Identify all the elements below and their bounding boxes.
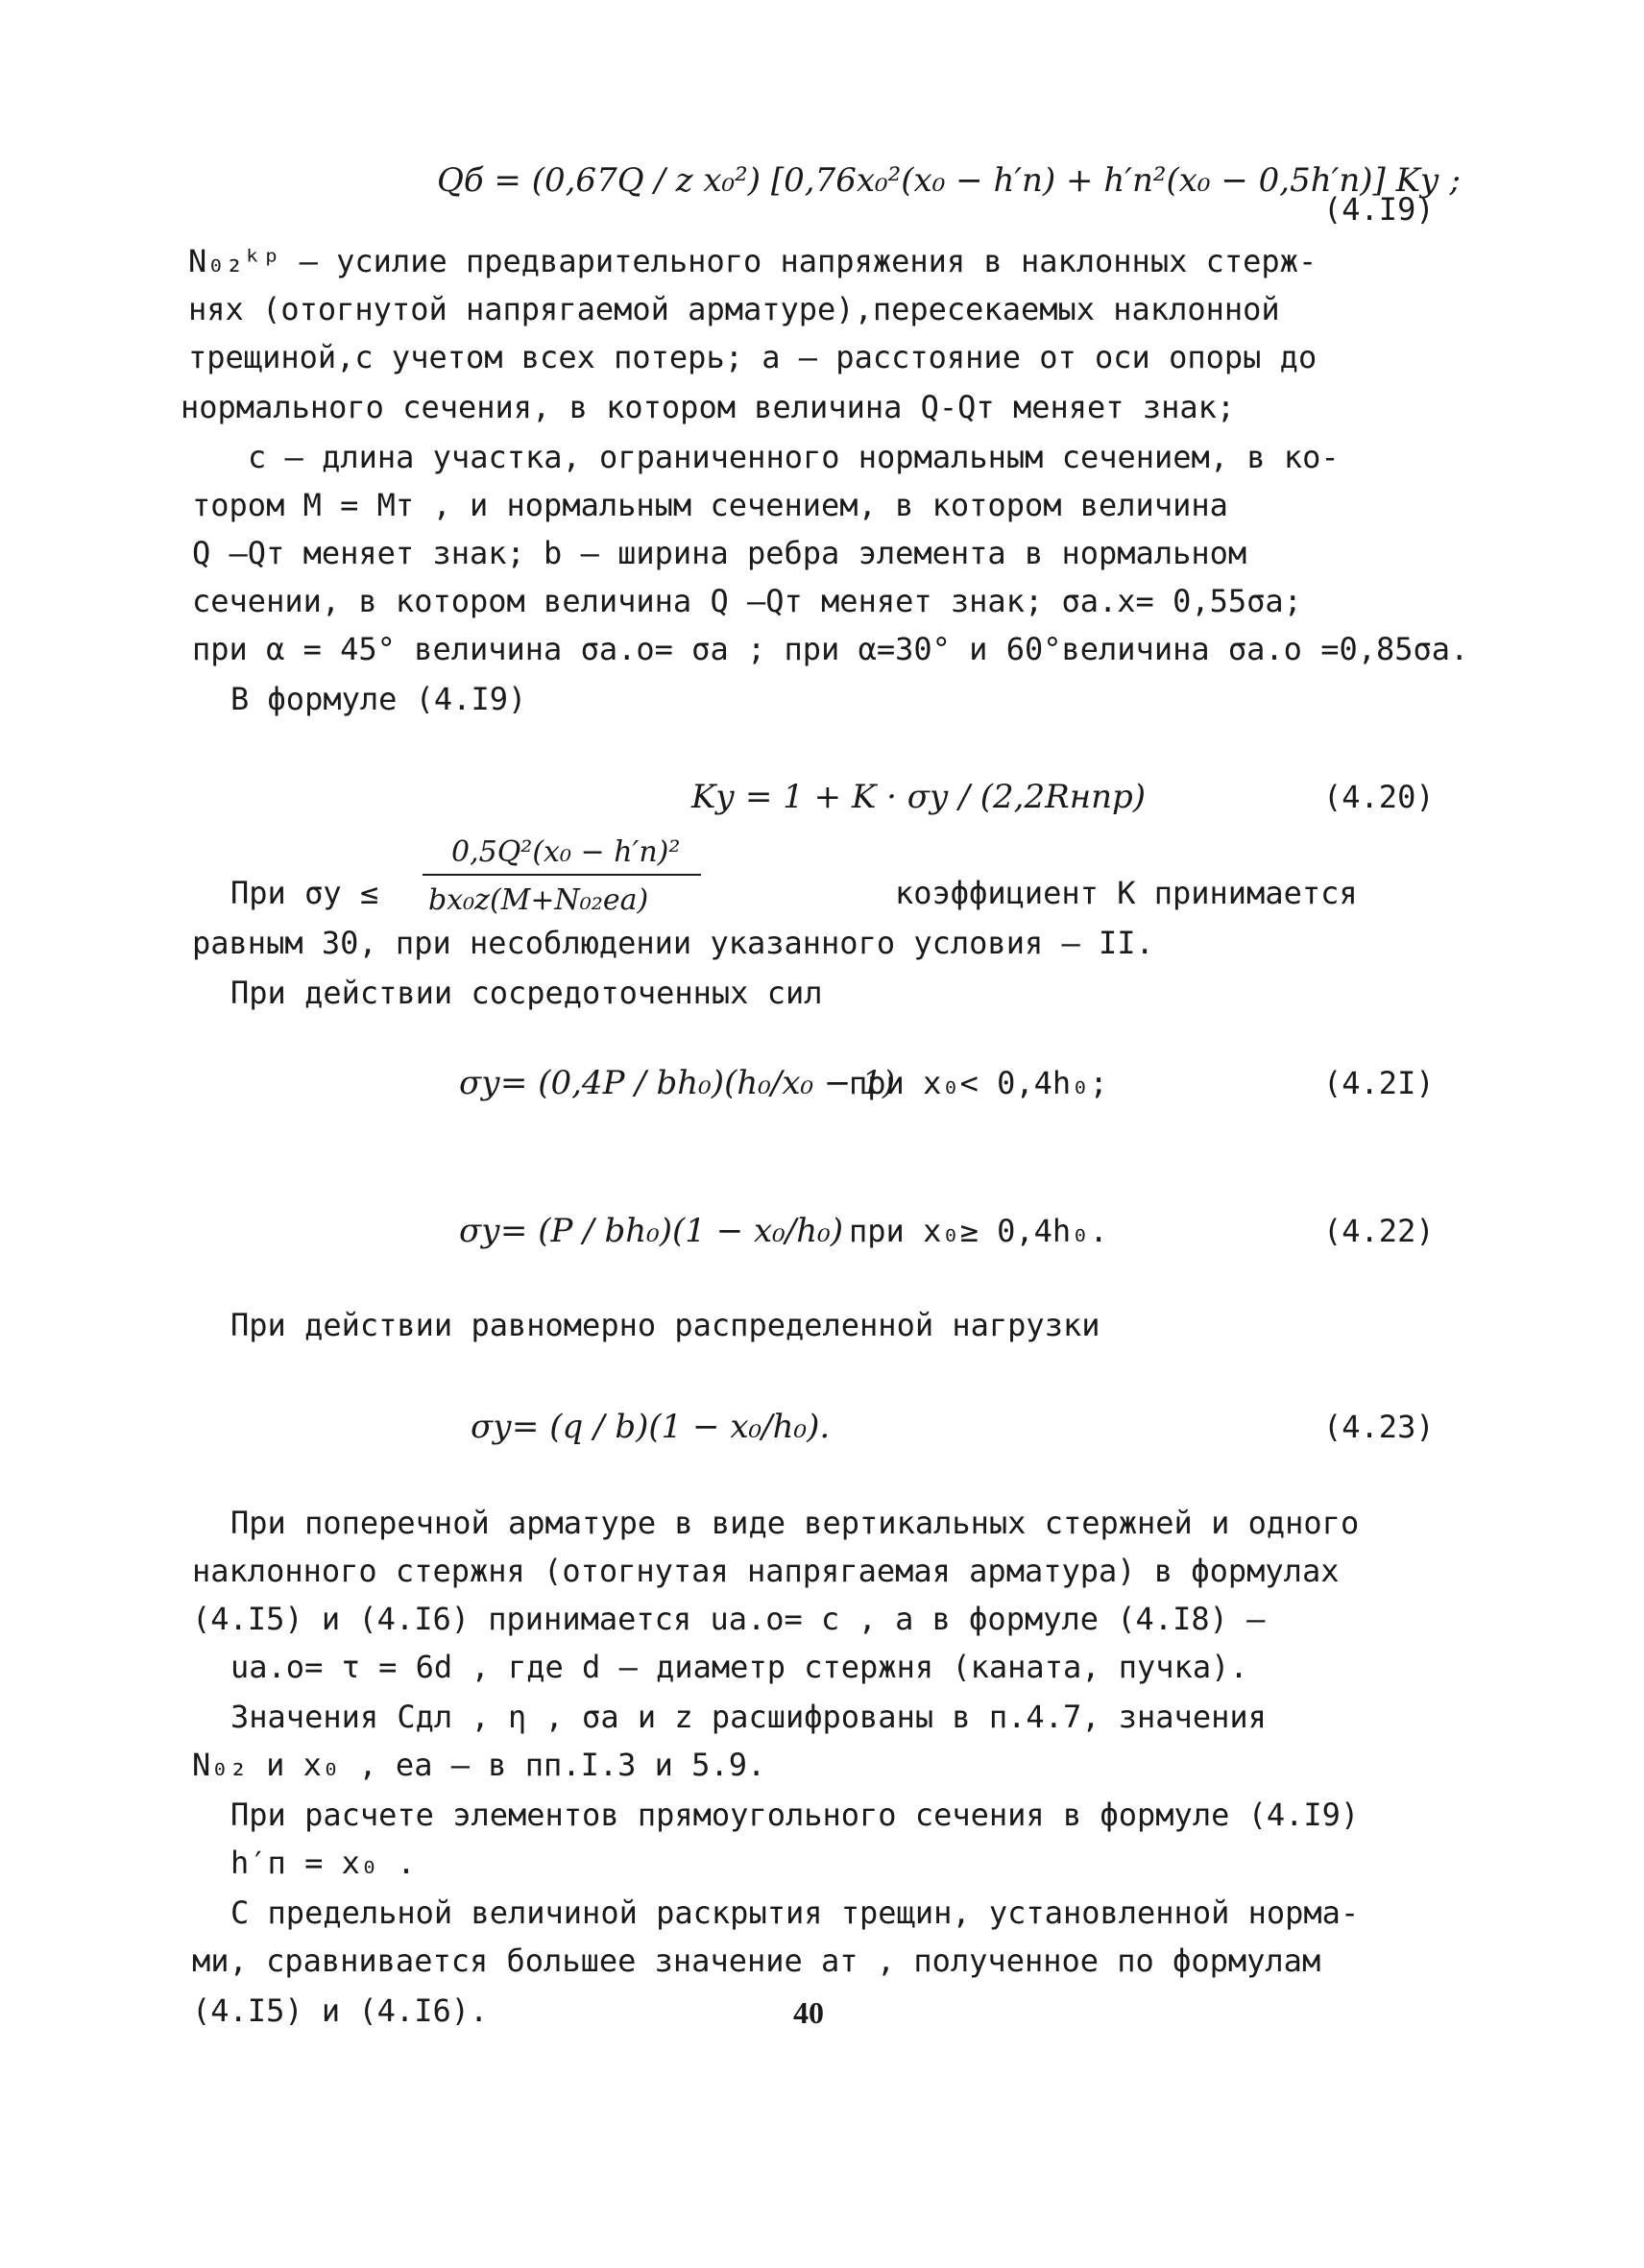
- text-line: N₀₂ и x₀ , eа – в пп.I.3 и 5.9.: [192, 1747, 766, 1783]
- text-line: С предельной величиной раскрытия трещин, установленной норма-: [230, 1894, 1360, 1931]
- condition-prefix: При σу ≤: [230, 875, 379, 911]
- formula-4-19-number: (4.I9): [1323, 191, 1435, 228]
- formula-4-20: Kу = 1 + K · σу / (2,2Rнпр): [691, 778, 1147, 816]
- text-line: h′п = x₀ .: [230, 1845, 416, 1881]
- condition-suffix: коэффициент K принимается: [895, 875, 1358, 911]
- text-line: При действии сосредоточенных сил: [230, 975, 823, 1011]
- formula-4-23: σу= (q / b)(1 − x₀/h₀).: [471, 1408, 831, 1446]
- text-line: В формуле (4.I9): [230, 681, 527, 717]
- formula-4-22-condition: при x₀≥ 0,4h₀.: [849, 1213, 1108, 1249]
- page-number: 40: [793, 1995, 824, 2030]
- text-line: ми, сравнивается большее значение aт , полученное по формулам: [192, 1942, 1321, 1979]
- text-line: При поперечной арматуре в виде вертикальных стержней и одного: [230, 1505, 1360, 1541]
- text-line: сечении, в котором величина Q –Qт меняет знак; σa.x= 0,55σa;: [192, 583, 1302, 619]
- text-line: нормального сечения, в котором величина Q-Qт меняет знак;: [181, 389, 1236, 425]
- condition-numerator: 0,5Q²(x₀ − h′п)²: [451, 835, 681, 869]
- text-line: (4.I5) и (4.I6) принимается uа.о= c , а в формуле (4.I8) –: [192, 1601, 1266, 1637]
- text-line: N₀₂ᵏᵖ – усилие предварительного напряжения в наклонных стерж-: [188, 243, 1318, 279]
- text-line: (4.I5) и (4.I6).: [192, 1992, 489, 2029]
- text-line: Значения Cдл , η , σа и z расшифрованы в п.4.7, значения: [230, 1699, 1267, 1735]
- text-line: тором M = Mт , и нормальным сечением, в котором величина: [192, 487, 1228, 523]
- formula-4-23-number: (4.23): [1323, 1409, 1435, 1445]
- condition-denominator: bx₀z(M+N₀₂eа): [428, 883, 649, 917]
- formula-4-20-number: (4.20): [1323, 779, 1435, 815]
- text-line: c – длина участка, ограниченного нормальным сечением, в ко-: [248, 439, 1340, 475]
- formula-4-21-number: (4.2I): [1323, 1065, 1435, 1101]
- text-line: Q –Qт меняет знак; b – ширина ребра элемента в нормальном: [192, 535, 1247, 571]
- text-line: равным 30, при несоблюдении указанного условия – II.: [192, 925, 1154, 961]
- formula-4-19: Qб = (0,67Q / z x₀²) [0,76x₀²(x₀ − h′п) + h′п²(x₀ − 0,5h′п)] Kу ;: [437, 161, 1461, 200]
- text-line: При действии равномерно распределенной нагрузки: [230, 1307, 1100, 1343]
- text-line: трещиной,с учетом всех потерь; a – расстояние от оси опоры до: [188, 339, 1318, 375]
- fraction-bar: [423, 874, 701, 876]
- text-line: при α = 45° величина σa.o= σa ; при α=30° и 60°величина σa.o =0,85σa.: [192, 631, 1469, 667]
- text-line: При расчете элементов прямоугольного сечения в формуле (4.I9): [230, 1797, 1360, 1833]
- formula-4-21: σу= (0,4P / bh₀)(h₀/x₀ − 1): [459, 1064, 896, 1102]
- text-line: uа.о= τ = 6d , где d – диаметр стержня (каната, пучка).: [230, 1649, 1248, 1685]
- text-line: наклонного стержня (отогнутая напрягаемая арматура) в формулах: [192, 1553, 1340, 1589]
- formula-4-22: σу= (P / bh₀)(1 − x₀/h₀): [459, 1212, 844, 1250]
- formula-4-21-condition: при x₀< 0,4h₀;: [849, 1065, 1108, 1101]
- text-line: нях (отогнутой напрягаемой арматуре),пересекаемых наклонной: [188, 291, 1280, 327]
- formula-4-22-number: (4.22): [1323, 1213, 1435, 1249]
